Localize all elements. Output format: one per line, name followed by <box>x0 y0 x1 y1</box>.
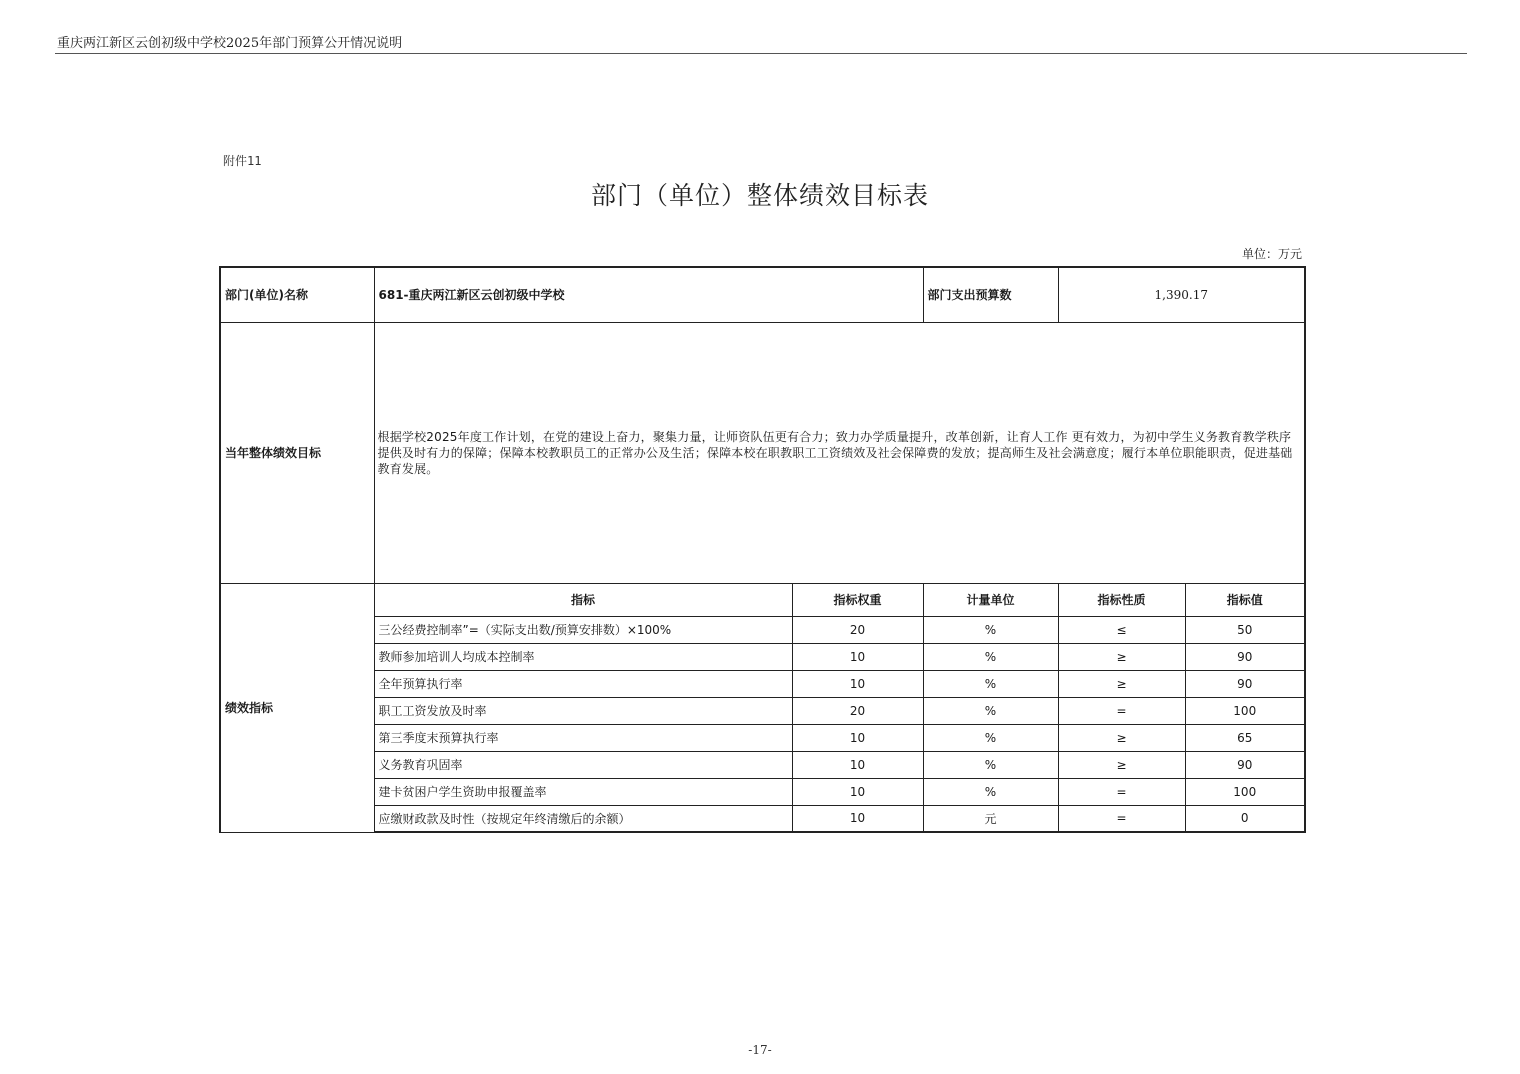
indicator-nature: ≥ <box>1058 724 1185 751</box>
indicator-nature: ≥ <box>1058 670 1185 697</box>
goal-row <box>220 322 1305 583</box>
performance-table <box>219 266 1306 833</box>
indicator-value: 0 <box>1185 805 1305 832</box>
col-header-weight: 指标权重 <box>792 583 923 616</box>
dept-name-label: 部门(单位)名称 <box>220 267 374 322</box>
indicator-name: 全年预算执行率 <box>374 670 792 697</box>
indicator-weight: 20 <box>792 697 923 724</box>
table-row <box>220 697 1305 724</box>
indicator-value: 90 <box>1185 670 1305 697</box>
indicator-header-row <box>220 583 1305 616</box>
indicator-nature: = <box>1058 805 1185 832</box>
indicator-nature: ≥ <box>1058 751 1185 778</box>
running-header: 重庆两江新区云创初级中学校2025年部门预算公开情况说明 <box>57 36 403 51</box>
indicator-name: 三公经费控制率”=（实际支出数/预算安排数）×100% <box>374 616 792 643</box>
indicator-unit: 元 <box>923 805 1058 832</box>
indicator-name: 教师参加培训人均成本控制率 <box>374 643 792 670</box>
budget-value: 1,390.17 <box>1058 267 1305 322</box>
dept-row <box>220 267 1305 322</box>
indicator-weight: 10 <box>792 751 923 778</box>
table-row <box>220 616 1305 643</box>
indicator-name: 义务教育巩固率 <box>374 751 792 778</box>
indicator-nature: ≤ <box>1058 616 1185 643</box>
indicator-value: 100 <box>1185 778 1305 805</box>
indicators-label: 绩效指标 <box>220 583 374 832</box>
indicator-name: 建卡贫困户学生资助申报覆盖率 <box>374 778 792 805</box>
table-row <box>220 778 1305 805</box>
table-row <box>220 670 1305 697</box>
indicator-unit: % <box>923 616 1058 643</box>
indicator-unit: % <box>923 778 1058 805</box>
page-number: -17- <box>748 1043 772 1057</box>
indicator-value: 90 <box>1185 751 1305 778</box>
col-header-unit: 计量单位 <box>923 583 1058 616</box>
indicator-unit: % <box>923 724 1058 751</box>
unit-label: 单位：万元 <box>1241 247 1302 261</box>
indicator-weight: 10 <box>792 724 923 751</box>
indicator-nature: = <box>1058 697 1185 724</box>
col-header-value: 指标值 <box>1185 583 1305 616</box>
budget-label: 部门支出预算数 <box>923 267 1058 322</box>
indicator-unit: % <box>923 670 1058 697</box>
indicator-value: 65 <box>1185 724 1305 751</box>
indicator-value: 90 <box>1185 643 1305 670</box>
table-row <box>220 643 1305 670</box>
dept-name-value: 681-重庆两江新区云创初级中学校 <box>374 267 923 322</box>
indicator-unit: % <box>923 751 1058 778</box>
indicator-unit: % <box>923 697 1058 724</box>
indicator-value: 50 <box>1185 616 1305 643</box>
table-row <box>220 724 1305 751</box>
indicator-weight: 20 <box>792 616 923 643</box>
indicator-value: 100 <box>1185 697 1305 724</box>
indicator-name: 应缴财政款及时性（按规定年终清缴后的余额） <box>374 805 792 832</box>
attachment-label: 附件11 <box>223 154 262 168</box>
indicator-weight: 10 <box>792 778 923 805</box>
col-header-nature: 指标性质 <box>1058 583 1185 616</box>
goal-text: 根据学校2025年度工作计划，在党的建设上奋力，聚集力量，让师资队伍更有合力；致力办学质量提升，改革创新，让育人工作 更有效力，为初中学生义务教育教学秩序提供及时有力的保障；保障本校教职员工的正常办公及生活；保障本校在职教职工工资绩效及社会保障费的发放；提高师生及社会满意度；履行本单位职能职责，促进基础教育发展。 <box>374 322 1305 583</box>
indicator-nature: = <box>1058 778 1185 805</box>
header-divider <box>55 53 1467 54</box>
indicator-nature: ≥ <box>1058 643 1185 670</box>
table-row <box>220 751 1305 778</box>
page-title: 部门（单位）整体绩效目标表 <box>590 181 929 210</box>
indicator-weight: 10 <box>792 805 923 832</box>
goal-label: 当年整体绩效目标 <box>220 322 374 583</box>
indicator-name: 职工工资发放及时率 <box>374 697 792 724</box>
indicator-unit: % <box>923 643 1058 670</box>
indicator-weight: 10 <box>792 670 923 697</box>
table-row <box>220 805 1305 832</box>
col-header-indicator: 指标 <box>374 583 792 616</box>
indicator-weight: 10 <box>792 643 923 670</box>
indicator-name: 第三季度末预算执行率 <box>374 724 792 751</box>
